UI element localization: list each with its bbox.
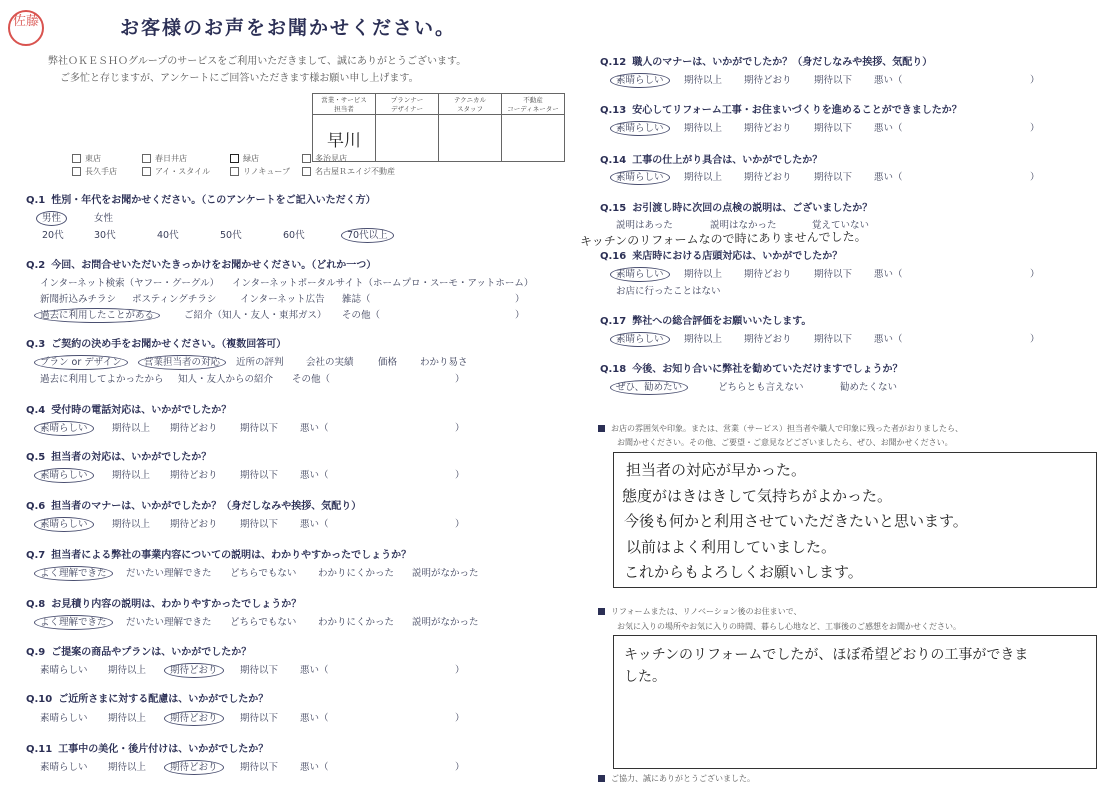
q12-rating[interactable]: 悪い（ (874, 75, 903, 86)
staff-header: 営業・サービス 担当者 (313, 94, 376, 115)
q15-option[interactable]: 説明はあった (616, 220, 673, 231)
q17-title: Q.17 弊社への総合評価をお願いいたします。 (600, 316, 812, 327)
q1-age[interactable]: 70代以上 (347, 227, 388, 241)
q2-option[interactable]: 過去に利用したことがある (40, 307, 154, 321)
q10-rating[interactable]: 期待以下 (240, 713, 279, 724)
q17-rating[interactable]: 素晴らしい (616, 331, 664, 345)
q12-paren: ） (1030, 75, 1040, 86)
q14-title: Q.14 工事の仕上がり具合は、いかがでしたか？ (600, 155, 823, 166)
q9-paren: ） (455, 665, 465, 676)
q3-option[interactable]: 知人・友人からの紹介 (178, 374, 274, 385)
comment1-prompt-2: お聞かせください。その他、ご要望・ご意見などございましたら、ぜひ、お聞かせください。 (617, 438, 953, 447)
comment2-box[interactable] (613, 635, 1097, 769)
q12-title: Q.12 職人のマナーは、いかがでしたか？（身だしなみや挨拶、気配り） (600, 57, 933, 68)
q8-option[interactable]: どちらでもない (230, 617, 297, 628)
store-option[interactable]: リノキューブ (230, 166, 290, 177)
comment1-prompt-1: お店の雰囲気や印象。または、営業（サービス）担当者や職人で印象に残った者がおりましたら、 (598, 423, 963, 434)
staff-sales-value[interactable]: 早川 (313, 115, 376, 162)
comment1-line: 担当者の対応が早かった。 (626, 461, 807, 479)
q2-option[interactable]: ポスティングチラシ (132, 294, 217, 305)
comment2-prompt-2: お気に入りの場所やお気に入りの時間、暮らし心地など、工事後のご感想をお聞かせください。 (617, 622, 961, 631)
q8-option[interactable]: だいたい理解できた (126, 617, 212, 628)
q9-title: Q.9 ご提案の商品やプランは、いかがでしたか？ (26, 647, 252, 658)
q1-age[interactable]: 40代 (157, 230, 179, 241)
q15-title: Q.15 お引渡し時に次回の点検の説明は、ございましたか？ (600, 203, 873, 214)
q3-option[interactable]: 価格 (378, 357, 398, 368)
comment2-prompt-1: リフォームまたは、リノベーション後のお住まいで、 (598, 606, 801, 617)
q2-paren: ） (515, 294, 525, 305)
q7-option[interactable]: だいたい理解できた (126, 568, 212, 579)
q3-option[interactable]: 営業担当者の対応 (144, 354, 220, 368)
q10-rating[interactable]: 悪い（ (300, 713, 329, 724)
q17-paren: ） (1030, 334, 1040, 345)
q9-rating[interactable]: 期待以上 (108, 665, 147, 676)
q10-rating[interactable]: 期待どおり (170, 710, 218, 724)
q6-paren: ） (455, 519, 465, 530)
q18-option[interactable]: ぜひ、勧めたい (616, 379, 682, 393)
checkbox-icon (142, 154, 151, 163)
q6-rating[interactable]: 期待以下 (240, 519, 279, 530)
q3-option[interactable]: 近所の評判 (236, 357, 284, 368)
q6-title: Q.6 担当者のマナーは、いかがでしたか？（身だしなみや挨拶、気配り） (26, 501, 362, 512)
q14-rating[interactable]: 期待以上 (684, 172, 723, 183)
q1-title: Q.1 性別・年代をお聞かせください。（このアンケートをご記入いただく方） (26, 195, 376, 206)
q2-option[interactable]: インターネットポータルサイト（ホームプロ・スーモ・アットホーム） (232, 278, 534, 289)
q13-paren: ） (1030, 123, 1040, 134)
checkbox-icon (302, 154, 311, 163)
q2-title: Q.2 今回、お問合せいただいたきっかけをお聞かせください。（どれか一つ） (26, 260, 377, 271)
q6-rating[interactable]: 悪い（ (300, 519, 329, 530)
checkbox-icon (72, 154, 81, 163)
q4-rating[interactable]: 素晴らしい (40, 420, 88, 434)
q11-rating[interactable]: 期待以上 (108, 762, 147, 773)
q1-gender[interactable]: 女性 (94, 213, 114, 224)
q1-age[interactable]: 20代 (42, 230, 64, 241)
q5-paren: ） (455, 470, 465, 481)
q14-paren: ） (1030, 172, 1040, 183)
q1-age[interactable]: 60代 (283, 230, 305, 241)
intro-line-2: ご多忙と存じますが、アンケートにご回答いただきます様お願い申し上げます。 (60, 73, 419, 84)
q2-option[interactable]: 新聞折込みチラシ (40, 294, 117, 305)
comment1-line: 今後も何かと利用させていただきたいと思います。 (624, 512, 968, 530)
q10-paren: ） (455, 713, 465, 724)
q3-option[interactable]: わかり易さ (420, 357, 468, 368)
q11-rating[interactable]: 悪い（ (300, 762, 329, 773)
comment2-line: キッチンのリフォームでしたが、ほぼ希望どおりの工事ができま (624, 647, 1029, 663)
q17-rating[interactable]: 期待以下 (814, 334, 853, 345)
q17-rating[interactable]: 悪い（ (874, 334, 903, 345)
q16-rating[interactable]: 期待以下 (814, 269, 853, 280)
q12-rating[interactable]: 素晴らしい (616, 72, 664, 86)
q4-title: Q.4 受付時の電話対応は、いかがでしたか？ (26, 405, 232, 416)
q11-rating[interactable]: 素晴らしい (40, 762, 88, 773)
q15-option[interactable]: 覚えていない (812, 220, 870, 231)
store-option[interactable]: 多治見店 (302, 153, 347, 164)
checkbox-icon (230, 167, 239, 176)
q15-option[interactable]: 説明はなかった (710, 220, 777, 231)
q11-rating[interactable]: 期待どおり (170, 759, 218, 773)
q3-title: Q.3 ご契約の決め手をお聞かせください。（複数回答可） (26, 339, 287, 350)
staff-realestate-value[interactable] (502, 115, 565, 162)
q3-option[interactable]: その他（ (292, 374, 331, 385)
q17-rating[interactable]: 期待どおり (744, 334, 792, 345)
q14-rating[interactable]: 期待以下 (814, 172, 853, 183)
staff-planner-value[interactable] (376, 115, 439, 162)
q16-paren: ） (1030, 269, 1040, 280)
q16-rating[interactable]: 素晴らしい (616, 266, 664, 280)
q2-option[interactable]: インターネット検索（ヤフー・グーグル） (40, 278, 220, 289)
q1-age[interactable]: 50代 (220, 230, 242, 241)
staff-header: テクニカル スタッフ (439, 94, 502, 115)
q13-rating[interactable]: 悪い（ (874, 123, 903, 134)
footer-thanks: ご協力、誠にありがとうございました。 (598, 773, 755, 784)
q12-rating[interactable]: 期待どおり (744, 75, 792, 86)
q10-title: Q.10 ご近所さまに対する配慮は、いかがでしたか？ (26, 694, 269, 705)
q18-title: Q.18 今後、お知り合いに弊社を勧めていただけますでしょうか？ (600, 364, 903, 375)
q16-option-never-visited[interactable]: お店に行ったことはない (616, 286, 721, 297)
q7-option[interactable]: どちらでもない (230, 568, 297, 579)
store-option[interactable]: 名古屋Ｒエイジ不動産 (302, 166, 395, 177)
q4-rating[interactable]: 悪い（ (300, 423, 329, 434)
q2-paren: ） (515, 310, 525, 321)
q4-rating[interactable]: 期待以下 (240, 423, 279, 434)
q5-rating[interactable]: 素晴らしい (40, 467, 88, 481)
checkbox-icon (142, 167, 151, 176)
staff-technical-value[interactable] (439, 115, 502, 162)
q14-rating[interactable]: 素晴らしい (616, 169, 664, 183)
q12-rating[interactable]: 期待以上 (684, 75, 723, 86)
checkbox-icon (230, 154, 239, 163)
q13-rating[interactable]: 素晴らしい (616, 120, 664, 134)
q10-rating[interactable]: 期待以上 (108, 713, 147, 724)
store-option[interactable]: 東店 (72, 153, 101, 164)
q7-option[interactable]: わかりにくかった (318, 568, 395, 579)
q12-rating[interactable]: 期待以下 (814, 75, 853, 86)
q7-title: Q.7 担当者による弊社の事業内容についての説明は、わかりやすかったでしょうか？ (26, 550, 412, 561)
staff-table (312, 93, 565, 162)
q2-option[interactable]: その他（ (342, 310, 381, 321)
q9-rating[interactable]: 期待どおり (170, 662, 218, 676)
q16-rating[interactable]: 期待どおり (744, 269, 792, 280)
q11-title: Q.11 工事中の美化・後片付けは、いかがでしたか？ (26, 744, 269, 755)
comment1-line: 以前はよく利用していました。 (626, 538, 837, 556)
q13-rating[interactable]: 期待以上 (684, 123, 723, 134)
q3-paren: ） (455, 374, 465, 385)
q3-option[interactable]: 過去に利用してよかったから (40, 374, 164, 385)
staff-header: 不動産 コーディネーター (502, 94, 565, 115)
q6-rating[interactable]: 期待以上 (112, 519, 151, 530)
q6-rating[interactable]: 素晴らしい (40, 516, 88, 530)
q9-rating[interactable]: 悪い（ (300, 665, 329, 676)
q5-rating[interactable]: 期待以上 (112, 470, 151, 481)
q15-handwritten-note: キッチンのリフォームなので時にありませんでした。 (579, 229, 867, 249)
q11-rating[interactable]: 期待以下 (240, 762, 279, 773)
checkbox-icon (72, 167, 81, 176)
q13-rating[interactable]: 期待どおり (744, 123, 792, 134)
q3-option[interactable]: プラン or デザイン (40, 354, 122, 368)
q4-rating[interactable]: 期待どおり (170, 423, 218, 434)
q6-rating[interactable]: 期待どおり (170, 519, 218, 530)
q17-rating[interactable]: 期待以上 (684, 334, 723, 345)
q9-rating[interactable]: 期待以下 (240, 665, 279, 676)
q2-option[interactable]: ご紹介（知人・友人・東邦ガス） (184, 310, 327, 321)
q13-title: Q.13 安心してリフォーム工事・お住まいづくりを進めることができましたか？ (600, 105, 962, 116)
q14-rating[interactable]: 悪い（ (874, 172, 903, 183)
q1-gender[interactable]: 男性 (42, 210, 61, 224)
store-option[interactable]: 春日井店 (142, 153, 187, 164)
q2-option[interactable]: 雑誌（ (342, 294, 371, 305)
store-option[interactable]: 緑店 (230, 153, 259, 164)
q9-rating[interactable]: 素晴らしい (40, 665, 88, 676)
q14-rating[interactable]: 期待どおり (744, 172, 792, 183)
q1-age[interactable]: 30代 (94, 230, 116, 241)
q4-paren: ） (455, 423, 465, 434)
comment1-line: 態度がはきはきして気持ちがよかった。 (622, 487, 893, 505)
name-stamp: 佐藤 (8, 10, 44, 46)
intro-line-1: 弊社ＯＫＥＳＨＯグループのサービスをご利用いただきまして、誠にありがとうございます。 (48, 56, 467, 67)
q8-title: Q.8 お見積り内容の説明は、わかりやすかったでしょうか？ (26, 599, 302, 610)
q7-option[interactable]: 説明がなかった (412, 568, 479, 579)
q5-rating[interactable]: 悪い（ (300, 470, 329, 481)
bullet-icon (598, 775, 605, 782)
q3-option[interactable]: 会社の実績 (306, 357, 354, 368)
comment1-box[interactable] (613, 452, 1097, 588)
q5-rating[interactable]: 期待以下 (240, 470, 279, 481)
q11-paren: ） (455, 762, 465, 773)
store-option[interactable]: 長久手店 (72, 166, 117, 177)
q18-option[interactable]: どちらとも言えない (718, 382, 804, 393)
staff-header: プランナー デザイナー (376, 94, 439, 115)
q10-rating[interactable]: 素晴らしい (40, 713, 88, 724)
page-title: お客様のお声をお聞かせください。 (120, 17, 457, 39)
q16-title: Q.16 来店時における店頭対応は、いかがでしたか？ (600, 251, 843, 262)
q5-title: Q.5 担当者の対応は、いかがでしたか？ (26, 452, 212, 463)
bullet-icon (598, 425, 605, 432)
bullet-icon (598, 608, 605, 615)
q8-option[interactable]: 説明がなかった (412, 617, 479, 628)
q4-rating[interactable]: 期待以上 (112, 423, 151, 434)
q2-option[interactable]: インターネット広告 (240, 294, 325, 305)
q8-option[interactable]: わかりにくかった (318, 617, 395, 628)
comment2-line: した。 (624, 669, 666, 685)
q7-option[interactable]: よく理解できた (40, 565, 107, 579)
store-option[interactable]: アイ・スタイル (142, 166, 210, 177)
q16-rating[interactable]: 悪い（ (874, 269, 903, 280)
q18-option[interactable]: 勧めたくない (840, 382, 898, 393)
q5-rating[interactable]: 期待どおり (170, 470, 218, 481)
q13-rating[interactable]: 期待以下 (814, 123, 853, 134)
q8-option[interactable]: よく理解できた (40, 614, 107, 628)
comment1-line: これからもよろしくお願いします。 (624, 563, 863, 581)
q16-rating[interactable]: 期待以上 (684, 269, 723, 280)
checkbox-icon (302, 167, 311, 176)
